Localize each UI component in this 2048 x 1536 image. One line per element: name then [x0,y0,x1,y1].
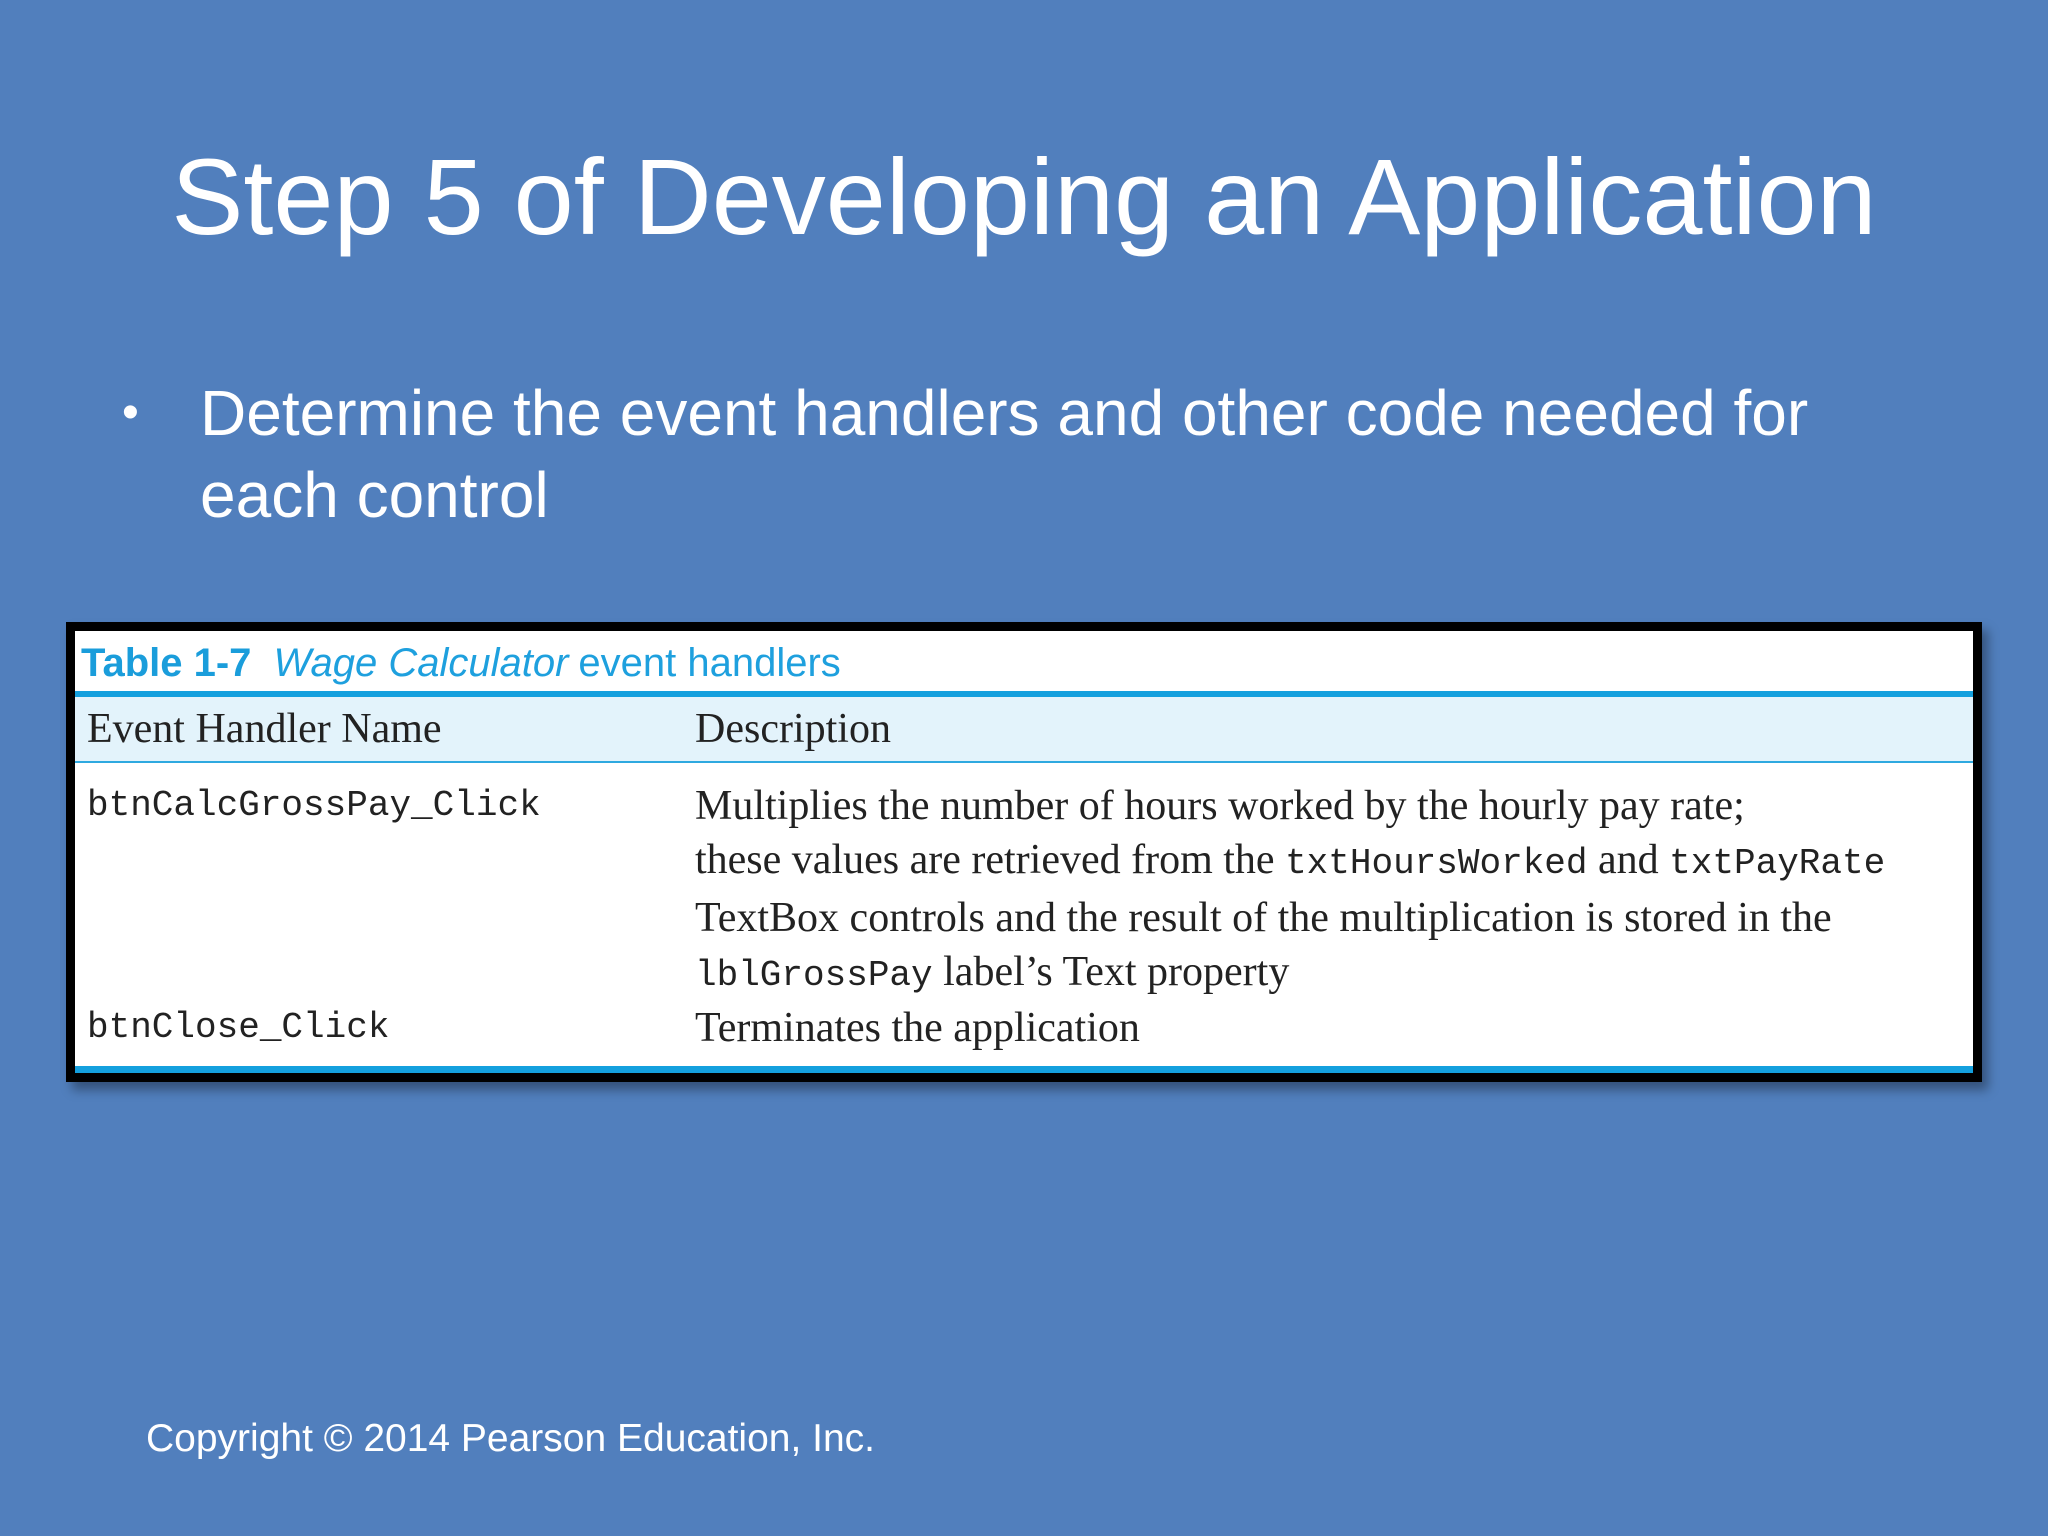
bullet-dot-icon: • [122,386,139,439]
bullet-item [118,372,1948,536]
description-text: these values are retrieved from the [695,837,1286,883]
table-row [75,779,1973,995]
description-text: and [1587,837,1670,883]
description-line [695,945,1985,1003]
event-handler-name-cell: btnCalcGrossPay_Click [87,785,541,826]
table-figure [66,622,1982,1082]
table-bottom-rule [75,1066,1973,1073]
column-header-event-handler-name: Event Handler Name [87,706,442,752]
code-identifier: txtPayRate [1669,843,1886,884]
description-text: label’s Text property [932,949,1290,995]
description-cell: Terminates the application [695,1005,1140,1051]
bullet-text: Determine the event handlers and other code needed for each control [200,377,1809,531]
table-caption-rest: event handlers [578,641,841,685]
table-header-row [75,697,1973,763]
bullet-list [118,372,1948,536]
event-handler-name-cell: btnClose_Click [87,1007,390,1048]
slide-title: Step 5 of Developing an Application [171,136,1877,257]
description-line [695,833,1985,891]
table-body [75,631,1973,1073]
code-identifier: txtHoursWorked [1285,843,1588,884]
table-caption-italic: Wage Calculator [273,641,569,685]
table-caption-label: Table 1-7 [81,641,252,685]
table-row [75,1001,1973,1061]
description-line: Multiplies the number of hours worked by the hourly pay rate; [695,783,1745,829]
code-identifier: lblGrossPay [695,955,933,996]
column-header-description: Description [695,706,891,752]
description-cell [695,779,1985,1003]
table-caption [81,635,841,691]
description-line: TextBox controls and the result of the multiplication is stored in the [695,895,1832,941]
copyright-footer: Copyright © 2014 Pearson Education, Inc. [146,1417,876,1460]
